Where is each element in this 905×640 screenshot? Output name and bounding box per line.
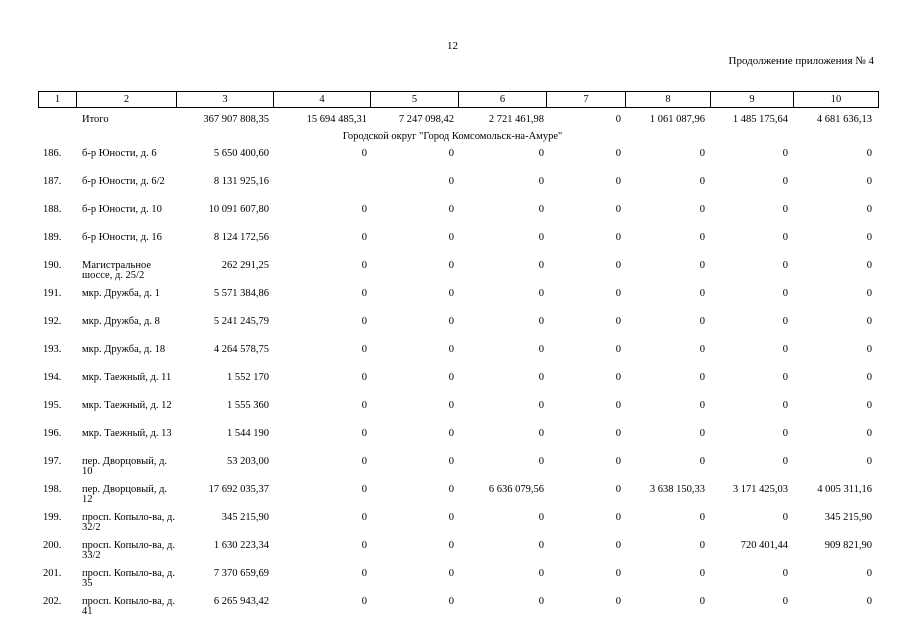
row-value: 0 xyxy=(615,596,621,607)
row-address: пер. Дворцовый, д. 12 xyxy=(82,484,168,505)
row-value: 53 203,00 xyxy=(227,456,269,467)
table-row xyxy=(0,149,905,177)
table-row xyxy=(0,597,905,625)
row-value: 0 xyxy=(448,260,454,271)
continuation-note: Продолжение приложения № 4 xyxy=(728,55,874,67)
row-value: 0 xyxy=(782,232,788,243)
row-value: 10 091 607,80 xyxy=(208,204,269,215)
row-value: 909 821,90 xyxy=(824,540,872,551)
table-row xyxy=(0,401,905,429)
row-value: 0 xyxy=(866,344,872,355)
row-value: 0 xyxy=(866,596,872,607)
row-value: 0 xyxy=(866,260,872,271)
row-address: б-р Юности, д. 6/2 xyxy=(82,176,165,187)
row-value: 0 xyxy=(699,232,705,243)
row-address: Магистральное шоссе, д. 25/2 xyxy=(82,260,151,281)
column-header-table xyxy=(38,91,879,108)
table-row xyxy=(0,317,905,345)
row-value: 5 571 384,86 xyxy=(213,288,269,299)
row-value: 0 xyxy=(361,428,367,439)
row-value: 0 xyxy=(538,204,544,215)
row-value: 0 xyxy=(615,456,621,467)
row-value: 17 692 035,37 xyxy=(208,484,269,495)
row-value: 0 xyxy=(448,512,454,523)
row-number: 201. xyxy=(43,568,62,579)
row-number: 202. xyxy=(43,596,62,607)
row-number: 187. xyxy=(43,176,62,187)
row-value: 0 xyxy=(448,232,454,243)
row-value: 0 xyxy=(699,540,705,551)
row-value: 0 xyxy=(615,344,621,355)
row-value: 0 xyxy=(782,568,788,579)
row-value: 0 xyxy=(448,372,454,383)
row-address: мкр. Дружба, д. 8 xyxy=(82,316,160,327)
table-body xyxy=(0,149,905,625)
row-value: 0 xyxy=(361,372,367,383)
row-value: 0 xyxy=(538,512,544,523)
column-header: 1 xyxy=(39,92,77,108)
row-value: 0 xyxy=(699,400,705,411)
row-value: 0 xyxy=(538,176,544,187)
row-value: 0 xyxy=(615,204,621,215)
row-value: 0 xyxy=(866,428,872,439)
column-header: 9 xyxy=(711,92,794,108)
table-row xyxy=(0,569,905,597)
row-value: 0 xyxy=(448,484,454,495)
row-value: 0 xyxy=(361,456,367,467)
row-value: 0 xyxy=(361,512,367,523)
row-value: 0 xyxy=(699,288,705,299)
row-value: 0 xyxy=(448,456,454,467)
row-value: 0 xyxy=(782,204,788,215)
row-value: 0 xyxy=(782,512,788,523)
row-number: 188. xyxy=(43,204,62,215)
row-value: 0 xyxy=(866,288,872,299)
row-value: 0 xyxy=(699,568,705,579)
row-value: 0 xyxy=(538,540,544,551)
row-value: 0 xyxy=(538,232,544,243)
table-row xyxy=(0,177,905,205)
row-value: 0 xyxy=(615,372,621,383)
column-header: 10 xyxy=(794,92,879,108)
table-row xyxy=(0,457,905,485)
row-value: 3 171 425,03 xyxy=(732,484,788,495)
row-value: 0 xyxy=(361,260,367,271)
row-address: мкр. Таежный, д. 13 xyxy=(82,428,172,439)
row-value: 0 xyxy=(782,176,788,187)
row-value: 0 xyxy=(866,176,872,187)
row-value: 0 xyxy=(782,456,788,467)
row-value: 0 xyxy=(782,288,788,299)
row-value: 0 xyxy=(538,288,544,299)
row-address: пер. Дворцовый, д. 10 xyxy=(82,456,168,477)
row-value: 0 xyxy=(615,148,621,159)
row-value: 0 xyxy=(361,204,367,215)
table-row xyxy=(0,513,905,541)
row-value: 0 xyxy=(448,596,454,607)
row-value: 0 xyxy=(448,316,454,327)
row-value: 0 xyxy=(615,400,621,411)
row-value: 1 630 223,34 xyxy=(213,540,269,551)
column-header: 3 xyxy=(177,92,274,108)
row-value: 0 xyxy=(538,316,544,327)
row-value: 0 xyxy=(699,428,705,439)
row-value: 0 xyxy=(782,316,788,327)
row-value: 0 xyxy=(699,204,705,215)
row-value: 345 215,90 xyxy=(221,512,269,523)
row-value: 0 xyxy=(361,568,367,579)
row-value: 0 xyxy=(782,372,788,383)
page-number: 12 xyxy=(447,40,458,52)
total-value: 367 907 808,35 xyxy=(203,114,269,125)
table-row xyxy=(0,541,905,569)
total-value: 0 xyxy=(615,114,621,125)
row-value: 5 241 245,79 xyxy=(213,316,269,327)
row-number: 196. xyxy=(43,428,62,439)
row-value: 0 xyxy=(699,344,705,355)
row-value: 0 xyxy=(866,232,872,243)
row-value: 345 215,90 xyxy=(824,512,872,523)
row-value: 0 xyxy=(782,400,788,411)
total-value: 1 485 175,64 xyxy=(732,114,788,125)
row-value: 0 xyxy=(538,568,544,579)
row-value: 0 xyxy=(615,288,621,299)
row-value: 0 xyxy=(782,596,788,607)
row-value: 0 xyxy=(699,260,705,271)
row-value: 0 xyxy=(448,204,454,215)
row-value: 0 xyxy=(361,400,367,411)
row-value: 0 xyxy=(538,372,544,383)
row-address: просп. Копыло-ва, д. 33/2 xyxy=(82,540,175,561)
row-value: 5 650 400,60 xyxy=(213,148,269,159)
row-value: 0 xyxy=(866,204,872,215)
row-value: 3 638 150,33 xyxy=(649,484,705,495)
column-header: 8 xyxy=(626,92,711,108)
row-address: мкр. Дружба, д. 1 xyxy=(82,288,160,299)
row-value: 0 xyxy=(448,288,454,299)
row-value: 0 xyxy=(615,512,621,523)
row-value: 0 xyxy=(361,484,367,495)
row-value: 0 xyxy=(699,316,705,327)
row-value: 4 005 311,16 xyxy=(817,484,872,495)
row-number: 193. xyxy=(43,344,62,355)
column-header: 5 xyxy=(371,92,459,108)
row-value: 1 552 170 xyxy=(227,372,269,383)
row-value: 0 xyxy=(538,428,544,439)
row-number: 186. xyxy=(43,148,62,159)
row-number: 200. xyxy=(43,540,62,551)
row-address: просп. Копыло-ва, д. 35 xyxy=(82,568,175,589)
row-value: 0 xyxy=(615,428,621,439)
row-value: 0 xyxy=(538,596,544,607)
row-value: 0 xyxy=(361,596,367,607)
row-address: б-р Юности, д. 16 xyxy=(82,232,162,243)
table-row xyxy=(0,429,905,457)
row-value: 0 xyxy=(361,148,367,159)
row-value: 0 xyxy=(615,568,621,579)
row-number: 198. xyxy=(43,484,62,495)
row-value: 7 370 659,69 xyxy=(213,568,269,579)
column-header: 6 xyxy=(459,92,547,108)
total-value: 1 061 087,96 xyxy=(649,114,705,125)
table-row xyxy=(0,485,905,513)
row-value: 0 xyxy=(699,596,705,607)
total-value: 4 681 636,13 xyxy=(816,114,872,125)
row-value: 0 xyxy=(615,316,621,327)
row-address: просп. Копыло-ва, д. 32/2 xyxy=(82,512,175,533)
row-value: 0 xyxy=(361,288,367,299)
row-value: 0 xyxy=(699,148,705,159)
row-value: 0 xyxy=(538,400,544,411)
row-value: 0 xyxy=(615,232,621,243)
total-row xyxy=(0,115,905,129)
table-row xyxy=(0,261,905,289)
row-number: 197. xyxy=(43,456,62,467)
row-value: 0 xyxy=(699,372,705,383)
row-address: б-р Юности, д. 6 xyxy=(82,148,157,159)
row-value: 0 xyxy=(538,344,544,355)
table-row xyxy=(0,373,905,401)
row-value: 0 xyxy=(615,540,621,551)
row-number: 189. xyxy=(43,232,62,243)
row-value: 0 xyxy=(866,400,872,411)
row-value: 0 xyxy=(782,344,788,355)
row-value: 0 xyxy=(866,316,872,327)
row-value: 0 xyxy=(615,260,621,271)
row-value: 0 xyxy=(448,428,454,439)
row-value: 0 xyxy=(538,148,544,159)
row-value: 0 xyxy=(866,372,872,383)
row-value: 0 xyxy=(538,456,544,467)
row-number: 190. xyxy=(43,260,62,271)
row-value: 0 xyxy=(782,260,788,271)
total-value: 2 721 461,98 xyxy=(488,114,544,125)
row-value: 0 xyxy=(448,568,454,579)
row-number: 192. xyxy=(43,316,62,327)
row-value: 0 xyxy=(448,148,454,159)
row-number: 199. xyxy=(43,512,62,523)
row-value: 0 xyxy=(448,344,454,355)
row-value: 6 265 943,42 xyxy=(213,596,269,607)
row-value: 0 xyxy=(448,400,454,411)
total-label: Итого xyxy=(82,114,109,125)
row-value: 6 636 079,56 xyxy=(488,484,544,495)
row-value: 0 xyxy=(866,568,872,579)
row-value: 0 xyxy=(448,540,454,551)
row-value: 0 xyxy=(361,316,367,327)
row-value: 0 xyxy=(615,176,621,187)
row-address: мкр. Дружба, д. 18 xyxy=(82,344,166,355)
total-value: 15 694 485,31 xyxy=(306,114,367,125)
row-value: 0 xyxy=(699,512,705,523)
row-address: мкр. Таежный, д. 12 xyxy=(82,400,172,411)
total-value: 7 247 098,42 xyxy=(398,114,454,125)
row-value: 0 xyxy=(361,540,367,551)
row-value: 0 xyxy=(866,456,872,467)
row-number: 194. xyxy=(43,372,62,383)
column-header: 2 xyxy=(77,92,177,108)
row-value: 0 xyxy=(448,176,454,187)
table-row xyxy=(0,345,905,373)
row-value: 0 xyxy=(866,148,872,159)
row-value: 0 xyxy=(782,428,788,439)
row-value: 0 xyxy=(361,344,367,355)
section-title: Городской округ "Город Комсомольск-на-Амуре" xyxy=(342,131,563,142)
row-value: 0 xyxy=(361,232,367,243)
row-value: 262 291,25 xyxy=(221,260,269,271)
table-row xyxy=(0,289,905,317)
row-address: просп. Копыло-ва, д. 41 xyxy=(82,596,175,617)
row-value: 1 544 190 xyxy=(227,428,269,439)
row-number: 191. xyxy=(43,288,62,299)
row-address: б-р Юности, д. 10 xyxy=(82,204,162,215)
row-value: 720 401,44 xyxy=(740,540,788,551)
table-row xyxy=(0,205,905,233)
column-header: 7 xyxy=(547,92,626,108)
row-value: 8 124 172,56 xyxy=(213,232,269,243)
row-value: 0 xyxy=(615,484,621,495)
row-number: 195. xyxy=(43,400,62,411)
row-value: 1 555 360 xyxy=(227,400,269,411)
column-header: 4 xyxy=(274,92,371,108)
row-value: 4 264 578,75 xyxy=(213,344,269,355)
row-address: мкр. Таежный, д. 11 xyxy=(82,372,172,383)
row-value: 0 xyxy=(699,456,705,467)
table-row xyxy=(0,233,905,261)
row-value: 8 131 925,16 xyxy=(213,176,269,187)
row-value: 0 xyxy=(538,260,544,271)
row-value: 0 xyxy=(699,176,705,187)
row-value: 0 xyxy=(782,148,788,159)
